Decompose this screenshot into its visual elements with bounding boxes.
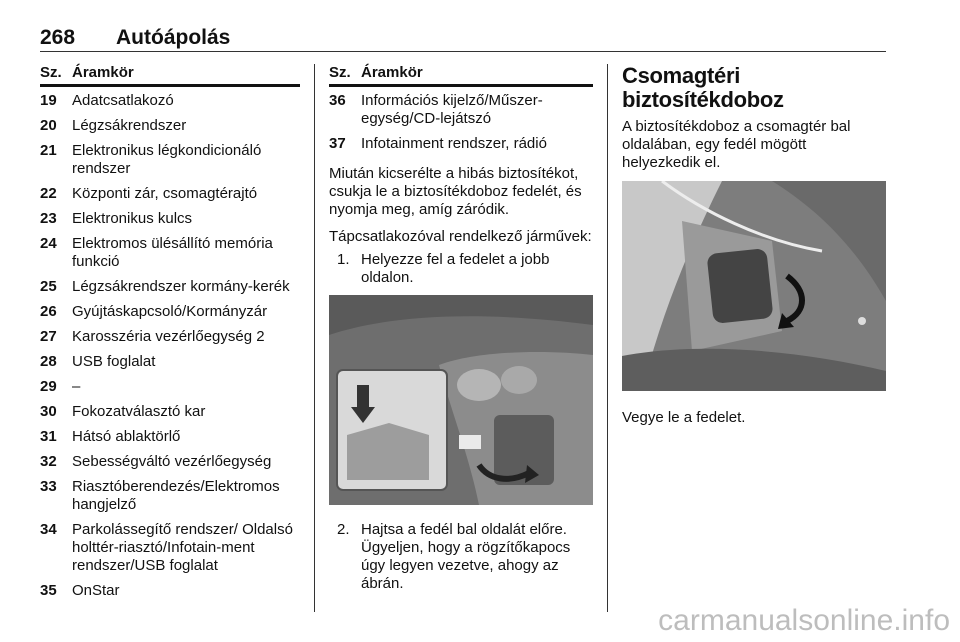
fuse-circuit: USB foglalat [72,353,156,370]
table-row [40,235,300,271]
page-title: Autóápolás [116,26,231,49]
fuse-number: 26 [40,303,57,320]
fuse-circuit: Elektronikus kulcs [72,210,193,227]
fuse-circuit: Központi zár, csomagtérajtó [72,185,258,202]
fuse-circuit: Gyújtáskapcsoló/Kormányzár [72,303,268,320]
col-circuit-header: Áramkör [361,64,423,81]
fuse-circuit: Elektronikus légkondicionáló rendszer [72,142,262,177]
fuse-circuit: Adatcsatlakozó [72,92,174,109]
table-row [40,521,300,575]
fuse-circuit: Infotainment rendszer, rádió [361,135,547,152]
table-row [40,142,300,178]
fuse-circuit: Légzsákrendszer kormány-kerék [72,278,290,295]
table-row [40,278,300,296]
fuse-number: 35 [40,582,57,599]
fuse-circuit: Parkolássegítő rendszer/ Oldalsó holttér-riasztó/Infotain-ment rendszer/USB foglalat [72,521,293,574]
fuse-number: 29 [40,378,57,395]
intro-paragraph: A biztosítékdoboz a csomagtér bal oldalában, egy fedél mögött helyezkedik el. [622,118,851,171]
col-number-header: Sz. [329,64,351,81]
fuse-circuit: – [72,378,81,395]
table-row [40,428,300,446]
table-row [329,135,593,153]
table-row [40,378,300,396]
step-number: 1. [337,251,350,268]
table-row [40,478,300,514]
fuse-circuit: Karosszéria vezérlőegység 2 [72,328,265,345]
col-number-header: Sz. [40,64,62,81]
table-header-rule [329,84,593,87]
right-column [622,64,886,436]
fuse-number: 21 [40,142,57,159]
fuse-number: 22 [40,185,57,202]
table-row [40,353,300,371]
console-fuse-cover-image [329,295,593,505]
fuse-number: 31 [40,428,57,445]
fuse-circuit: Hátsó ablaktörlő [72,428,181,445]
step-text: Hajtsa a fedél bal oldalát előre. Ügyeljen, hogy a rögzítőkapocs úgy legyen vezetve, ahogy az ábrán. [361,521,571,592]
column-divider-2 [607,64,608,612]
fuse-number: 19 [40,92,57,109]
step-text: Helyezze fel a fedelet a jobb oldalon. [361,251,550,286]
fuse-table-left [40,64,300,607]
fuse-circuit: Sebességváltó vezérlőegység [72,453,272,470]
table-row [40,328,300,346]
table-header [329,64,593,84]
col-circuit-header: Áramkör [72,64,134,81]
table-row [40,185,300,203]
fuse-circuit: Riasztóberendezés/Elektromos hangjelző [72,478,280,513]
fuse-circuit: Információs kijelző/Műszer-egység/CD-lejátszó [361,92,543,127]
fuse-number: 28 [40,353,57,370]
fuse-number: 33 [40,478,57,495]
step-item [329,251,593,287]
header-rule [40,51,886,52]
table-row [40,303,300,321]
page-header [40,26,886,52]
instruction-paragraph: Vegye le a fedelet. [622,409,746,426]
watermark: carmanualsonline.info [658,604,950,637]
table-header [40,64,300,84]
fuse-circuit: Fokozatválasztó kar [72,403,206,420]
fuse-number: 20 [40,117,57,134]
page-number: 268 [40,26,76,49]
instruction-paragraph: Tápcsatlakozóval rendelkező járművek: [329,228,592,245]
trunk-fuse-cover-image [622,181,886,391]
table-row [40,403,300,421]
middle-column [329,64,593,601]
fuse-circuit: Elektromos ülésállító memória funkció [72,235,273,270]
fuse-number: 36 [329,92,346,109]
column-divider-1 [314,64,315,612]
fuse-number: 23 [40,210,57,227]
fuse-circuit: Légzsákrendszer [72,117,187,134]
table-row [40,117,300,135]
section-heading: Csomagtéri biztosítékdoboz [622,63,784,112]
fuse-number: 24 [40,235,57,252]
table-row [329,92,593,128]
fuse-number: 34 [40,521,57,538]
fuse-number: 30 [40,403,57,420]
trunk-illustration [622,181,886,391]
fuse-number: 25 [40,278,57,295]
fuse-number: 32 [40,453,57,470]
instruction-paragraph: Miután kicserélte a hibás biztosítékot, csukja le a biztosítékdoboz fedelét, és nyomja meg, amíg záródik. [329,165,582,218]
table-row [40,210,300,228]
fuse-number: 27 [40,328,57,345]
fuse-circuit: OnStar [72,582,120,599]
step-item [329,521,593,593]
step-number: 2. [337,521,350,538]
table-row [40,92,300,110]
table-row [40,453,300,471]
fuse-number: 37 [329,135,346,152]
console-illustration [329,295,593,505]
table-header-rule [40,84,300,87]
table-row [40,582,300,600]
